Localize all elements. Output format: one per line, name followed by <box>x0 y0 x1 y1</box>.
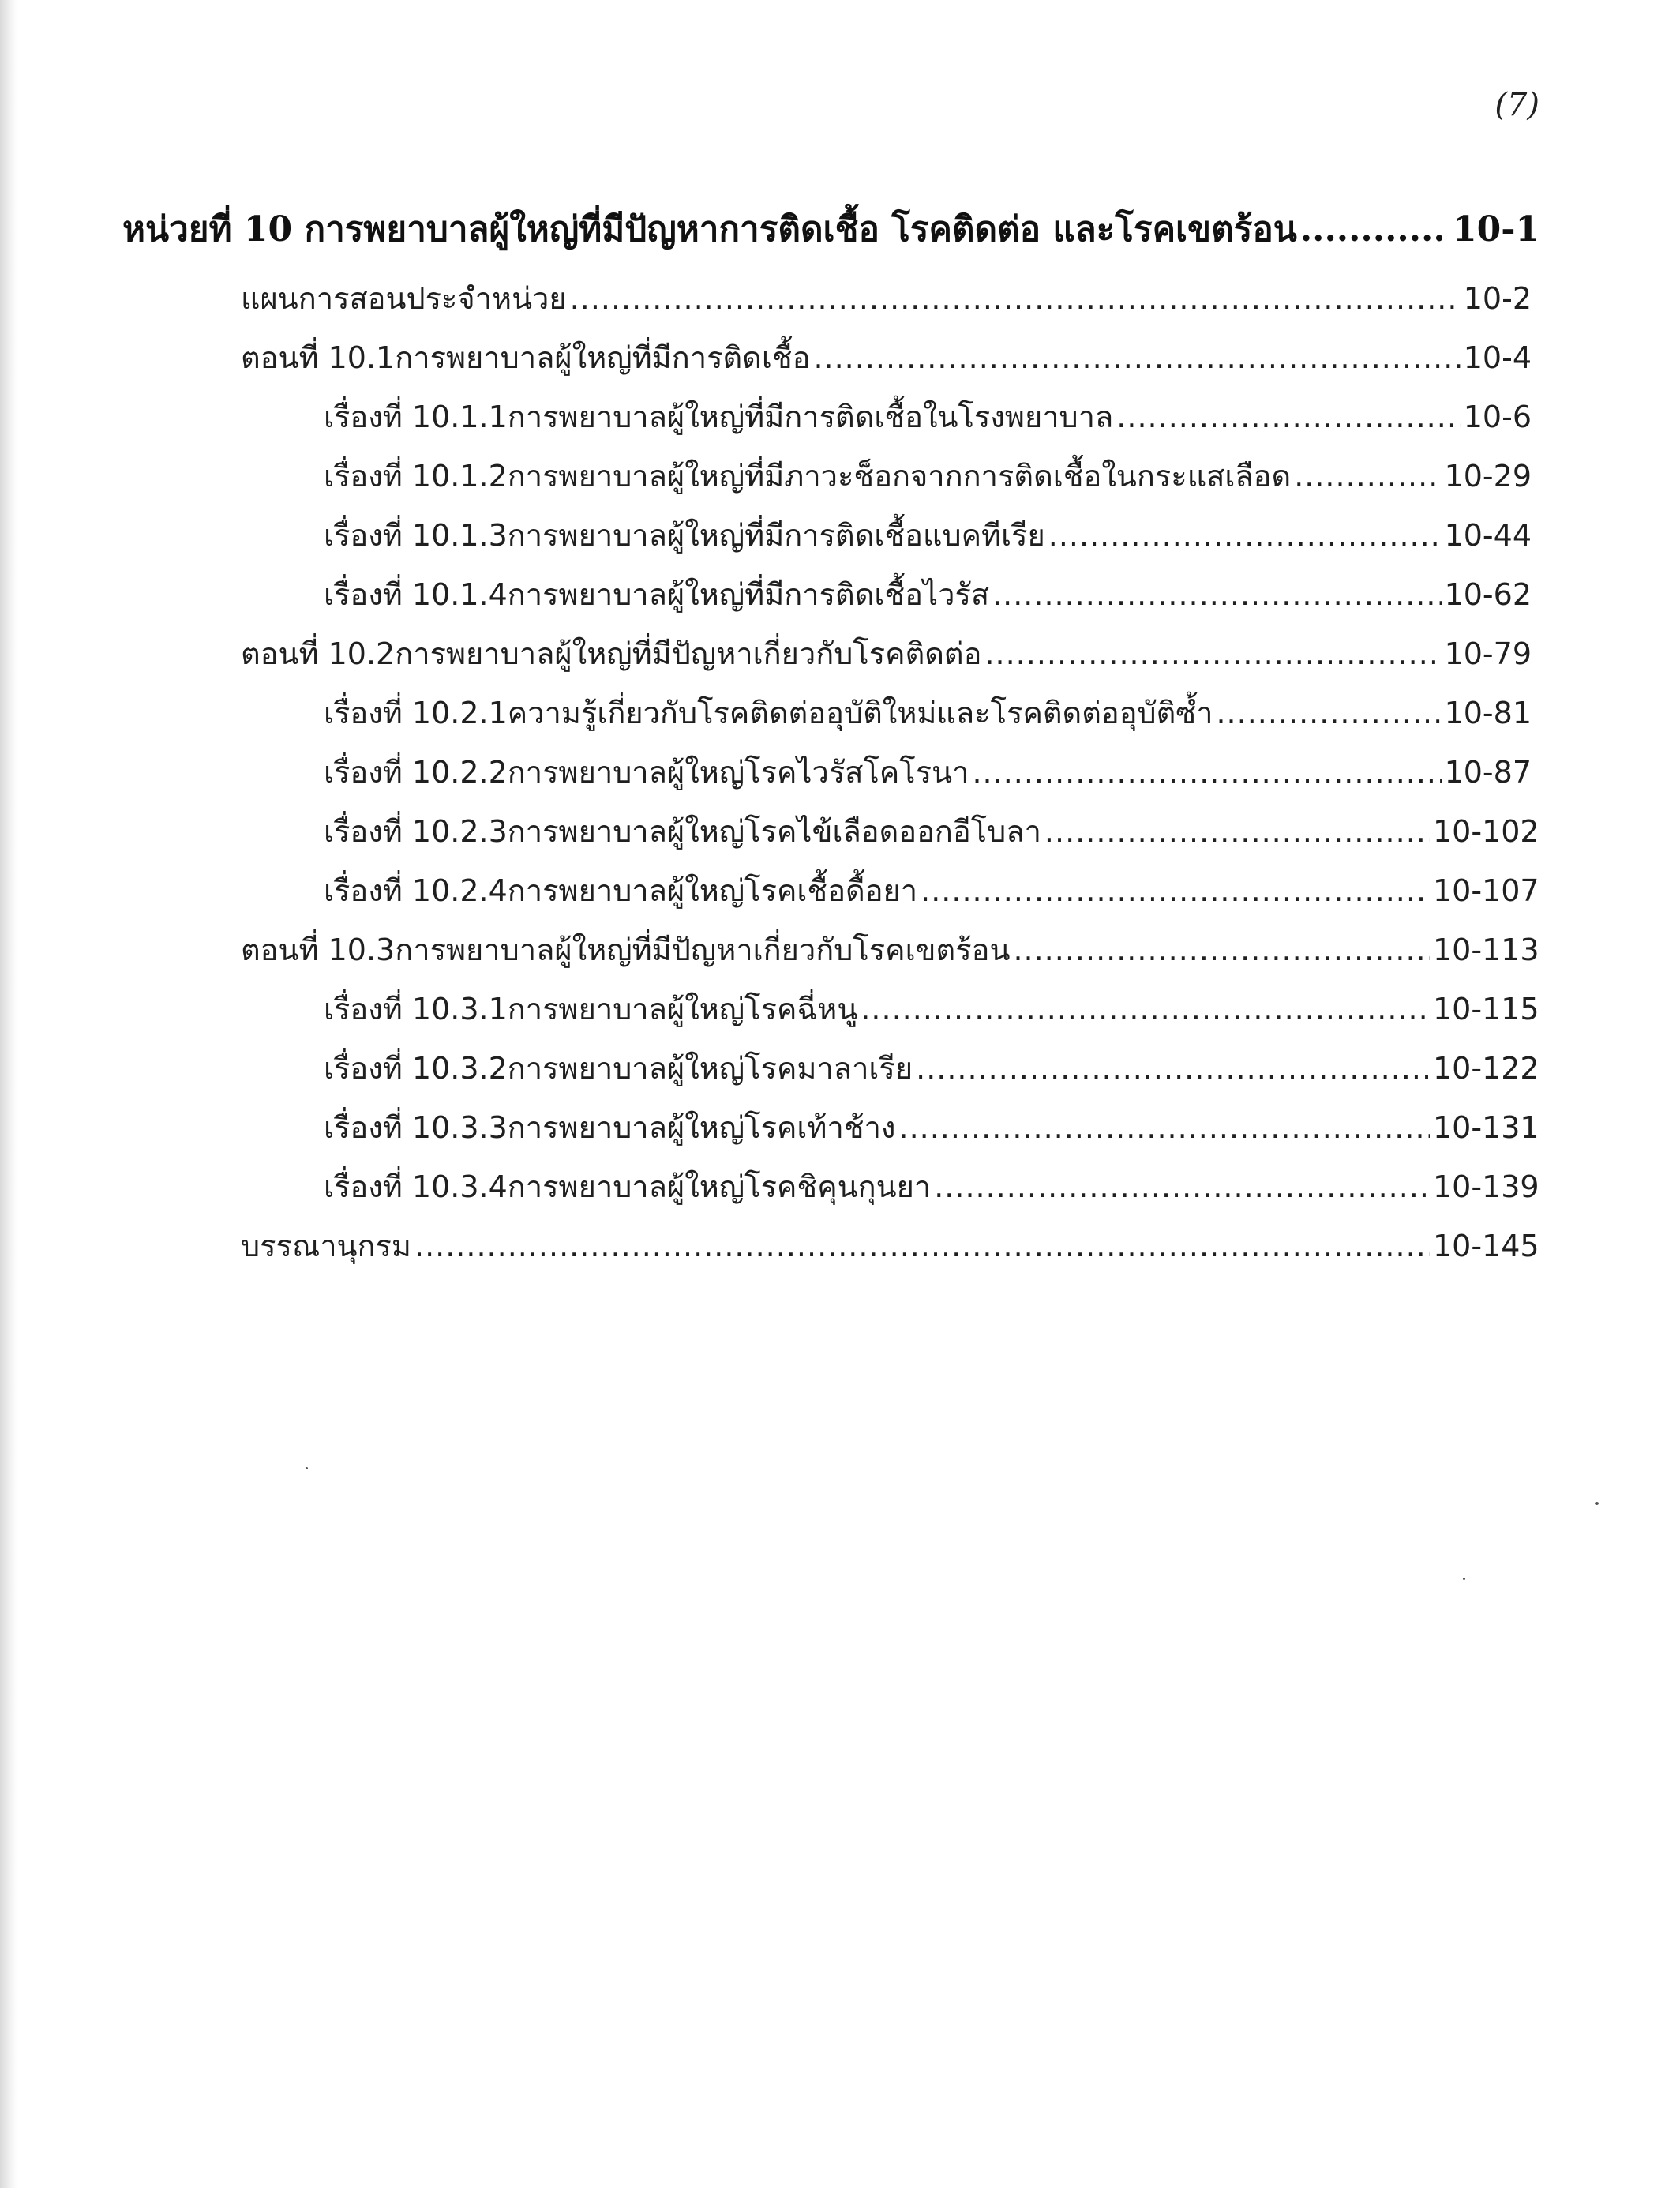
toc-entry-page: 10-62 <box>1444 577 1532 612</box>
toc-entry-number: เรื่องที่ 10.3.4 <box>324 1169 508 1204</box>
toc-entry <box>122 866 1539 925</box>
toc-entry-list <box>122 274 1539 1281</box>
toc-entry <box>122 629 1532 689</box>
toc-entry-title: การพยาบาลผู้ใหญ่ที่มีการติดเชื้อในโรงพยาบาล <box>507 400 1114 434</box>
toc-entry <box>122 1044 1539 1103</box>
dot-leader <box>1044 814 1430 849</box>
toc-entry <box>122 985 1539 1044</box>
toc-entry-title: การพยาบาลผู้ใหญ่โรคชิคุนกุนยา <box>507 1169 932 1204</box>
toc-entry-number: เรื่องที่ 10.2.1 <box>324 696 508 730</box>
toc-entry-title: ความรู้เกี่ยวกับโรคติดต่ออุบัติใหม่และโรคติดต่ออุบัติซ้ำ <box>507 696 1213 730</box>
toc-entry <box>122 392 1532 452</box>
table-of-contents <box>122 201 1540 1281</box>
dot-leader <box>916 1051 1430 1086</box>
toc-entry-number: เรื่องที่ 10.2.2 <box>324 755 508 790</box>
toc-entry-page: 10-6 <box>1463 400 1532 434</box>
toc-entry-page: 10-102 <box>1433 814 1539 849</box>
dot-leader <box>861 992 1430 1026</box>
toc-entry-title: การพยาบาลผู้ใหญ่โรคไข้เลือดออกอีโบลา <box>507 814 1041 849</box>
toc-entry-page: 10-145 <box>1433 1229 1539 1263</box>
toc-entry-title: การพยาบาลผู้ใหญ่โรคฉี่หนู <box>507 992 858 1026</box>
toc-entry-number: เรื่องที่ 10.3.2 <box>324 1051 508 1086</box>
dot-leader <box>934 1169 1430 1204</box>
toc-entry-page: 10-81 <box>1444 696 1532 730</box>
scan-speck <box>306 1467 308 1469</box>
toc-entry-title: การพยาบาลผู้ใหญ่ที่มีการติดเชื้อไวรัส <box>507 577 990 612</box>
dot-leader <box>1048 518 1442 553</box>
dot-leader <box>921 873 1430 908</box>
unit-heading-label: หน่วยที่ 10 การพยาบาลผู้ใหญ่ที่มีปัญหาการติดเชื้อ โรคติดต่อ และโรคเขตร้อน <box>122 209 1297 250</box>
dot-leader <box>972 755 1441 790</box>
toc-entry <box>122 807 1539 866</box>
toc-entry-page: 10-115 <box>1433 992 1539 1026</box>
dot-leader <box>1300 209 1448 250</box>
toc-entry <box>122 511 1532 570</box>
toc-entry-page: 10-4 <box>1463 340 1532 375</box>
toc-entry-title: การพยาบาลผู้ใหญ่โรคไวรัสโคโรนา <box>507 755 969 790</box>
toc-entry-number: ตอนที่ 10.1 <box>241 340 396 375</box>
dot-leader <box>992 577 1442 612</box>
toc-entry-title: แผนการสอนประจำหน่วย <box>241 281 567 316</box>
toc-entry-number: ตอนที่ 10.3 <box>241 933 396 967</box>
toc-entry-title: การพยาบาลผู้ใหญ่ที่มีปัญหาเกี่ยวกับโรคติดต่อ <box>395 636 982 671</box>
dot-leader <box>1216 696 1441 730</box>
toc-entry-page: 10-131 <box>1433 1110 1539 1145</box>
toc-entry <box>122 1103 1539 1162</box>
scan-edge-shadow <box>0 0 17 2188</box>
toc-entry <box>122 748 1532 807</box>
toc-entry-number: เรื่องที่ 10.2.3 <box>324 814 508 849</box>
toc-entry-title: การพยาบาลผู้ใหญ่โรคเท้าช้าง <box>507 1110 896 1145</box>
toc-entry <box>122 689 1532 748</box>
toc-entry-page: 10-79 <box>1444 636 1532 671</box>
toc-entry-page: 10-107 <box>1433 873 1539 908</box>
toc-entry-title: การพยาบาลผู้ใหญ่ที่มีการติดเชื้อ <box>395 340 811 375</box>
toc-entry-page: 10-44 <box>1444 518 1532 553</box>
dot-leader <box>414 1229 1430 1263</box>
toc-entry-title: การพยาบาลผู้ใหญ่ที่มีภาวะช็อกจากการติดเชื้อในกระแสเลือด <box>507 459 1292 494</box>
toc-entry-number: เรื่องที่ 10.1.1 <box>324 400 508 434</box>
toc-entry-number: เรื่องที่ 10.1.2 <box>324 459 508 494</box>
toc-entry-page: 10-113 <box>1433 933 1539 967</box>
dot-leader <box>984 636 1441 671</box>
dot-leader <box>813 340 1460 375</box>
toc-entry-title: การพยาบาลผู้ใหญ่ที่มีการติดเชื้อแบคทีเรีย <box>507 518 1045 553</box>
scan-speck <box>1463 1578 1465 1580</box>
toc-entry <box>122 333 1532 392</box>
dot-leader <box>1013 933 1430 967</box>
unit-heading-page: 10-1 <box>1453 209 1540 250</box>
toc-entry <box>122 1162 1539 1222</box>
toc-entry <box>122 452 1532 511</box>
dot-leader <box>1294 459 1441 494</box>
toc-entry-page: 10-139 <box>1433 1169 1539 1204</box>
toc-entry-title: การพยาบาลผู้ใหญ่ที่มีปัญหาเกี่ยวกับโรคเขตร้อน <box>395 933 1011 967</box>
toc-entry <box>122 274 1532 333</box>
toc-entry-number: เรื่องที่ 10.2.4 <box>324 873 508 908</box>
toc-entry-number: เรื่องที่ 10.1.3 <box>324 518 508 553</box>
toc-entry-page: 10-87 <box>1444 755 1532 790</box>
toc-entry-page: 10-29 <box>1444 459 1532 494</box>
toc-entry <box>122 1222 1539 1281</box>
toc-entry <box>122 570 1532 629</box>
toc-entry <box>122 925 1539 985</box>
scan-speck <box>1595 1502 1599 1505</box>
toc-entry-number: เรื่องที่ 10.1.4 <box>324 577 508 612</box>
toc-entry-page: 10-2 <box>1463 281 1532 316</box>
toc-entry-title: การพยาบาลผู้ใหญ่โรคมาลาเรีย <box>507 1051 913 1086</box>
toc-entry-number: เรื่องที่ 10.3.3 <box>324 1110 508 1145</box>
page-number: (7) <box>1494 87 1539 123</box>
dot-leader <box>898 1110 1430 1145</box>
dot-leader <box>1116 400 1460 434</box>
unit-heading <box>122 201 1540 272</box>
toc-entry-title: การพยาบาลผู้ใหญ่โรคเชื้อดื้อยา <box>507 873 918 908</box>
dot-leader <box>570 281 1461 316</box>
toc-entry-title: บรรณานุกรม <box>241 1229 411 1263</box>
toc-entry-page: 10-122 <box>1433 1051 1539 1086</box>
toc-entry-number: เรื่องที่ 10.3.1 <box>324 992 508 1026</box>
toc-entry-number: ตอนที่ 10.2 <box>241 636 396 671</box>
